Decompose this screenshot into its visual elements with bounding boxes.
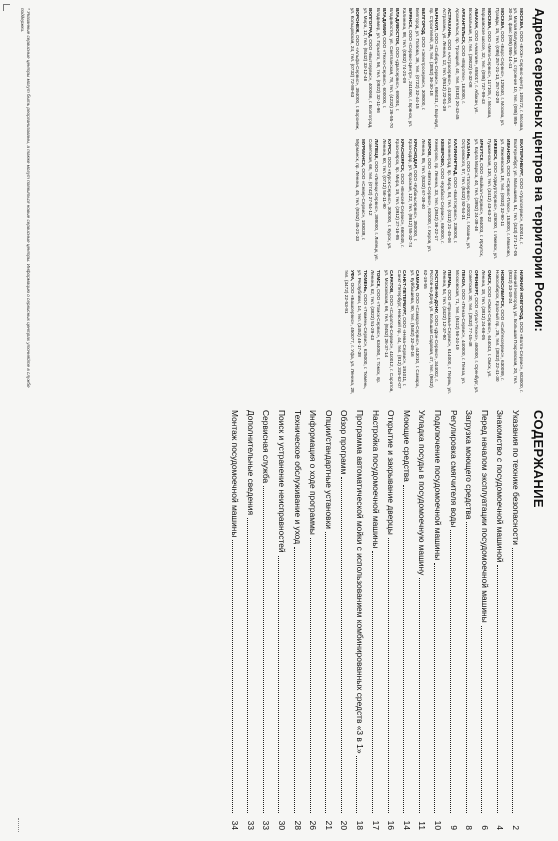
toc-item-page: 20 bbox=[339, 820, 350, 830]
toc-item bbox=[370, 410, 380, 830]
service-center-entry bbox=[355, 139, 366, 263]
toc-item-label: Загрузка моющего средства bbox=[464, 410, 475, 520]
service-center-details: ООО «Волга-Сервис», 603000, г. Нижний Новгород, ул. Большая Покровская, 20, тел. (8312) 33-18-24 bbox=[507, 270, 524, 393]
service-center-details: ООО «Вятка-Сервис», 610000, г. Киров, ул. Ленина, 85, тел. (8332) 67-38-40 bbox=[421, 139, 432, 253]
toc-leader-dots bbox=[419, 578, 420, 813]
service-center-entry bbox=[428, 8, 439, 132]
service-center-city: ВЛАДИМИР, bbox=[381, 8, 387, 36]
toc-leader-dots bbox=[450, 530, 451, 813]
service-center-city: КРАСНОДАР, bbox=[413, 139, 419, 169]
service-center-entry bbox=[349, 8, 360, 132]
toc-item-page: 8 bbox=[464, 825, 475, 830]
toc-leader-dots bbox=[403, 485, 404, 813]
service-center-details: ООО «Нева-Сервис», 191011, г. Санкт-Петербург, Невский пр., 44, тел. (812) 315-62-07 bbox=[396, 270, 408, 389]
service-center-city: ЕКАТЕРИНБУРГ, bbox=[519, 139, 524, 177]
toc-item-page: 18 bbox=[355, 820, 366, 830]
service-center-city: КАЛИНИНГРАД, bbox=[453, 139, 459, 176]
service-center-entry bbox=[407, 139, 418, 263]
toc-item bbox=[479, 410, 489, 830]
service-center-details: ООО «Пенза-Сервис», 440000, г. Пенза, ул. Московская, 71, тел. (8412) 56-24-19 bbox=[455, 270, 466, 385]
service-center-city: ТЮМЕНЬ, bbox=[362, 270, 368, 293]
toc-item-page: 6 bbox=[479, 825, 490, 830]
service-center-details: ООО «Мега-Сервис», 117105, г. Москва, Варшавское шоссе, 32, тел. (095) 737-99-43 bbox=[481, 8, 493, 119]
service-center-city: ИРКУТСК, bbox=[479, 139, 485, 162]
service-center-details: ООО «Кузбасс-Сервис», 650000, г. Кемерово, пр. Ленина, 33, тел. (3842) 36-22-17 bbox=[434, 139, 445, 244]
toc-leader-dots bbox=[372, 551, 373, 813]
service-center-entry bbox=[441, 8, 452, 132]
service-center-city: САМАРА, bbox=[415, 270, 421, 292]
toc-item-label: Знакомство с посудомоечной машиной bbox=[495, 410, 506, 563]
service-center-details: ООО «Балтсервис», 236000, г. Калининград, пр. Мира, 84, тел. (0112) 21-45-06 bbox=[447, 139, 459, 244]
service-center-details: ООО «Север-Сервис», 183038, г. Мурманск, пр. Ленина, 45, тел. (8152) 45-21-33 bbox=[355, 139, 366, 242]
service-center-city: ОМСК, bbox=[487, 270, 493, 286]
toc-item-label: Программа автоматической мойки с использованием комбинированных средств «3 в 1» bbox=[355, 410, 366, 754]
toc-item-label: Регулировка смягчителя воды bbox=[448, 410, 459, 528]
service-center-details: ООО «Уралсервис», 620014, г. Екатеринбург, ул. Малышева, 51, тел. (343) 371-17-05 bbox=[513, 139, 524, 257]
service-center-entry bbox=[357, 270, 368, 394]
service-center-entry bbox=[460, 139, 471, 263]
service-center-entry bbox=[343, 270, 354, 394]
service-center-city: КИРОВ, bbox=[426, 139, 432, 157]
toc-leader-dots bbox=[466, 522, 467, 813]
service-center-city: РОСТОВ-НА-ДОНУ, bbox=[434, 270, 440, 314]
service-center-city: АСТРАХАНЬ, bbox=[447, 8, 453, 39]
service-center-city: ИВАНОВО, bbox=[505, 139, 511, 165]
toc-item-page: 17 bbox=[370, 820, 381, 830]
service-center-entry bbox=[454, 270, 465, 394]
service-center-entry bbox=[394, 139, 405, 263]
service-center-city: ВОЛГОГРАД, bbox=[368, 8, 374, 38]
service-center-details: ООО «ЕХЭ» Сервис-центр, 109172, г. Москва, ул. Малая Калужская, 15, строение 10, тел. (095) 955-30-19, факс (095) 955-14-41 bbox=[507, 8, 524, 132]
toc-item-label: Настройка посудомоечной машины bbox=[370, 410, 381, 549]
service-center-details: ООО «Альфа-Сервис», 394000, г. Воронеж, ул. Кольцовская, 24, тел. (0732) 72-89-63 bbox=[349, 8, 361, 130]
service-center-city: АРХАНГЕЛЬСК, bbox=[460, 8, 466, 45]
toc-item-label: Информация о ходе программы bbox=[308, 410, 319, 535]
toc-leader-dots bbox=[481, 626, 482, 813]
toc-leader-dots bbox=[434, 563, 435, 813]
service-center-entry bbox=[402, 8, 413, 132]
service-center-entry bbox=[481, 270, 492, 394]
service-center-entry bbox=[389, 8, 400, 132]
toc-item-label: Сервисная служба bbox=[261, 410, 272, 484]
service-center-city: КАЗАНЬ, bbox=[466, 139, 472, 160]
toc-item-page: 28 bbox=[292, 820, 303, 830]
service-center-details: ООО «Омск-Сервис», 644043, г. Омск, ул. Ленина, 18, тел. (3812) 24-66-05 bbox=[481, 270, 493, 378]
toc-item bbox=[495, 410, 505, 830]
service-center-city: БЕЛГОРОД, bbox=[421, 8, 427, 36]
toc-item-label: Подключение посудомоечной машины bbox=[433, 410, 444, 561]
service-center-details: ООО «Курск-Сервис», 305000, г. Курск, ул. Ленина, 60, тел. (0712) 56-11-90 bbox=[381, 139, 393, 250]
service-centers-column bbox=[24, 139, 524, 263]
toc-item-label: Техническое обслуживание и уход bbox=[292, 410, 303, 545]
service-center-entry bbox=[381, 139, 392, 263]
service-center-details: ООО «Дон-Сервис», 344002, г. Ростов-на-Дону, ул. Большая Садовая, 47, тел. (8632) 62-19-55 bbox=[423, 270, 440, 388]
service-center-city: ТОМСК, bbox=[375, 270, 381, 288]
service-center-city: БРЯНСК, bbox=[407, 8, 413, 29]
service-center-details: ООО «Барс-Сервис», 125040, г. Москва, ул. Правды, 15, тел. (095) 257-21-13, 257-32-29 bbox=[494, 8, 506, 127]
service-center-city: МОСКВА, bbox=[519, 8, 524, 30]
service-center-entry bbox=[507, 270, 524, 394]
toc-item-page: 33 bbox=[261, 820, 272, 830]
toc-item-page: 4 bbox=[495, 825, 506, 830]
service-center-city: ПЕНЗА, bbox=[460, 270, 466, 288]
toc-item-page: 33 bbox=[245, 820, 256, 830]
service-center-details: ООО «Кубаньсервис», 350000, г. Краснодар, ул. Красная, 122, тел. (8612) 55-32-74 bbox=[407, 139, 419, 248]
toc-leader-dots bbox=[247, 518, 248, 813]
toc-item bbox=[417, 410, 427, 830]
service-center-city: КЕМЕРОВО, bbox=[439, 139, 445, 167]
service-center-city: ИЖЕВСК, bbox=[492, 139, 498, 161]
toc-leader-dots bbox=[497, 565, 498, 813]
toc-item bbox=[432, 410, 442, 830]
toc-leader-dots bbox=[232, 540, 233, 813]
service-center-details: ООО «Липецк-Сервис», 398000, г. Липецк, ул. Советская, 66, тел. (0742) 27-54-12 bbox=[368, 139, 379, 261]
toc-item-page: 21 bbox=[323, 820, 334, 830]
service-center-entry bbox=[454, 8, 465, 132]
service-center-entry bbox=[421, 139, 432, 263]
service-center-city: ОРЕНБУРГ, bbox=[473, 270, 479, 297]
service-center-city: ЛИПЕЦК, bbox=[373, 139, 379, 160]
toc-leader-dots bbox=[325, 532, 326, 813]
service-center-entry bbox=[468, 270, 479, 394]
service-center-entry bbox=[486, 139, 497, 263]
service-center-details: ООО «Удмуртсервис», 426000, г. Ижевск, ул. Пушкинская, 130, тел. (3412) 43-63-22 bbox=[487, 139, 498, 260]
toc-leader-dots bbox=[294, 547, 295, 813]
toc-item-label: Обзор программ bbox=[339, 410, 350, 475]
toc-item-page: 14 bbox=[401, 820, 412, 830]
service-center-entry bbox=[441, 270, 452, 394]
toc-item bbox=[230, 410, 240, 830]
service-center-entry bbox=[500, 139, 511, 263]
service-center-entry bbox=[494, 270, 505, 394]
toc-item-label: Открытие и закрывание дверцы bbox=[386, 410, 397, 535]
service-center-city: АБАКАН, bbox=[473, 8, 479, 29]
toc-item-page: 2 bbox=[511, 825, 521, 830]
service-center-details: ООО «Татсервис», 420021, г. Казань, ул. Островского, 57, тел. (8432) 92-54-31 bbox=[460, 139, 472, 250]
service-center-entry bbox=[415, 8, 426, 132]
toc-list bbox=[230, 410, 520, 830]
service-center-entry bbox=[507, 8, 524, 132]
service-center-details: ООО «Сервис-Центр», 241050, г. Брянск, ул. Калинина, 98, тел. (0832) 74-21-09 bbox=[402, 8, 413, 128]
toc-leader-dots bbox=[279, 556, 280, 813]
service-center-city: НОВОСИБИРСК, bbox=[500, 270, 506, 308]
service-centers-title: Адреса сервисных центров на территории России: bbox=[532, 8, 546, 332]
service-center-entry bbox=[375, 8, 386, 132]
service-centers-column bbox=[24, 8, 524, 132]
toc-item-page: 30 bbox=[277, 820, 288, 830]
toc-item-label: Опции/стандартные установки bbox=[323, 410, 334, 529]
toc-item-page: 34 bbox=[230, 820, 241, 830]
service-center-entry bbox=[434, 139, 445, 263]
service-center-details: ООО «Астрасервис», 414000, г. Астрахань, ул. Ленина, 12, тел. (8512) 22-51-39 bbox=[441, 8, 453, 111]
toc-item-page: 16 bbox=[386, 820, 397, 830]
toc-item-page: 26 bbox=[308, 820, 319, 830]
service-center-entry bbox=[481, 8, 492, 132]
service-center-entry bbox=[370, 270, 381, 394]
toc-item-page: 9 bbox=[448, 825, 459, 830]
service-center-details: ООО «Техно-Сервис», 600000, г. Владимир, ул. Горького, 56, тел. (0922) 32-11-96 bbox=[375, 8, 387, 113]
service-center-city: НИЖНИЙ НОВГОРОД, bbox=[519, 270, 524, 321]
toc-item bbox=[448, 410, 458, 830]
service-center-details: ООО «Енисей-Сервис», 660049, г. Красноярск, пр. Мира, 19, тел. (3912) 27-16-85 bbox=[394, 139, 406, 248]
toc-item-label: Перед началом эксплуатации посудомоечной машины bbox=[479, 410, 490, 623]
footnote: * Указанные сервисные центры могут быть реорганизованы, а также могут появиться новые сервисные центры. Информацию о сервисных центрах уточняйте в службе поддержки. bbox=[20, 8, 31, 388]
toc-leader-dots bbox=[512, 548, 513, 813]
service-center-entry bbox=[473, 139, 484, 263]
toc-item bbox=[277, 410, 287, 830]
toc-leader-dots bbox=[310, 538, 311, 813]
service-center-city: КРАСНОЯРСК, bbox=[400, 139, 406, 173]
toc-item bbox=[510, 410, 520, 830]
toc-leader-dots bbox=[263, 486, 264, 813]
service-center-details: ООО «Электросервис», 308000, г. Белгород, ул. Попова, 36, тел. (0722) 32-44-15 bbox=[415, 8, 427, 111]
toc-item-page: 10 bbox=[433, 820, 444, 830]
service-center-details: ООО «Амалия», 655017, г. Абакан, ул. Вокзальная, 10, тел. (39022) 6-32-08 bbox=[468, 8, 479, 114]
service-centers-section bbox=[6, 8, 546, 394]
service-center-entry bbox=[383, 270, 394, 394]
toc-item bbox=[323, 410, 333, 830]
service-center-entry bbox=[513, 139, 524, 263]
service-center-city: БАРНАУЛ, bbox=[434, 8, 440, 32]
page-edge-dots bbox=[18, 818, 21, 832]
table-of-contents bbox=[26, 410, 546, 830]
service-center-details: ООО «Прикамье-Сервис», 614000, г. Пермь, ул. Ленина, 54, тел. (3422) 12-37-80 bbox=[441, 270, 453, 394]
toc-leader-dots bbox=[356, 756, 357, 813]
service-center-details: ООО «Тюмень-Сервис», 625000, г. Тюмень, ул. Республики, 14, тел. (3452) 46-17-38 bbox=[357, 270, 368, 390]
service-center-city: ПЕРМЬ, bbox=[447, 270, 453, 289]
toc-item-page: 11 bbox=[417, 821, 428, 830]
toc-item bbox=[261, 410, 271, 830]
toc-item bbox=[308, 410, 318, 830]
toc-item-label: Укладка посуды в посудомоечную машину bbox=[417, 410, 428, 576]
service-center-city: УФА, bbox=[349, 270, 355, 282]
toc-leader-dots bbox=[388, 538, 389, 813]
crop-mark bbox=[3, 4, 10, 11]
service-center-details: ООО «Сибтехсервис», 630099, г. Новосибирск, Красный пр., 25, тел. (3832) 22-41-30 bbox=[494, 270, 506, 382]
service-center-details: ООО «Сибирь-Сервис», 656031, г. Барнаул, пр. Строителей, 25, тел. (3852) 36-30-18 bbox=[428, 8, 440, 129]
service-centers-column bbox=[24, 270, 524, 394]
service-center-city: КУРСК, bbox=[387, 139, 393, 156]
toc-item bbox=[464, 410, 474, 830]
toc-item-label: Указания по технике безопасности bbox=[511, 410, 521, 545]
toc-item-label: Моющие средства bbox=[401, 410, 412, 482]
service-center-entry bbox=[447, 139, 458, 263]
toc-item bbox=[245, 410, 255, 830]
service-center-entry bbox=[362, 8, 373, 132]
service-center-entry bbox=[494, 8, 505, 132]
service-centers-columns bbox=[24, 8, 524, 394]
service-center-details: ООО «Далсервис», 690091, г. Владивосток, ул. Светланская, 78, тел. (4232) 26-55-70 bbox=[389, 8, 400, 128]
service-center-city: МОСКВА, bbox=[500, 8, 506, 30]
toc-item bbox=[339, 410, 349, 830]
toc-title: СОДЕРЖАНИЕ bbox=[531, 410, 546, 508]
toc-item bbox=[354, 410, 364, 830]
service-center-city: ВОРОНЕЖ, bbox=[355, 8, 361, 34]
toc-item-label: Поиск и устранение неисправностей bbox=[277, 410, 288, 553]
service-center-details: ООО «Евротех», 163000, г. Архангельск, пр. Троицкий, 40, тел. (8182) 20-43-45 bbox=[455, 8, 466, 120]
service-center-city: ВЛАДИВОСТОК, bbox=[394, 8, 400, 46]
service-center-details: ООО «Бытсервис», 400066, г. Волгоград, ул. Мира, 12, тел. (8442) 33-12-46 bbox=[362, 8, 374, 129]
toc-item bbox=[386, 410, 396, 830]
service-center-city: МОСКВА, bbox=[487, 8, 493, 30]
service-center-entry bbox=[396, 270, 407, 394]
service-center-entry bbox=[423, 270, 440, 394]
service-center-entry bbox=[409, 270, 420, 394]
service-center-details: ООО «Томск-Сервис», 634050, г. Томск, пр. Ленина, 62, тел. (3822) 51-29-43 bbox=[370, 270, 381, 384]
service-center-entry bbox=[468, 8, 479, 132]
service-center-city: САНКТ-ПЕТЕРБУРГ, bbox=[402, 270, 408, 316]
service-center-details: ООО «Башсервис», 450077, г. Уфа, ул. Ленина, 28, тел. (3472) 22-53-91 bbox=[343, 270, 355, 394]
service-center-entry bbox=[368, 139, 379, 263]
service-center-details: ООО «Сервис-Плюс», 153000, г. Иваново, ул. Лежневская, 18, тел. (0932) 32-90-11 bbox=[500, 139, 511, 258]
toc-item bbox=[292, 410, 302, 830]
toc-item-label: Монтаж посудомоечной машины bbox=[230, 410, 241, 538]
toc-leader-dots bbox=[341, 477, 342, 813]
service-center-details: ООО «Байкал-Сервис», 664003, г. Иркутск, ул. Карла Маркса, 40, тел. (3952) 24-38-46 bbox=[473, 139, 485, 257]
service-center-details: ООО «Самара-Сервис», 443010, г. Самара, ул. Куйбышева, 90, тел. (8462) 32-48-16 bbox=[409, 270, 421, 388]
service-center-city: МУРМАНСК, bbox=[360, 139, 366, 168]
service-center-details: ООО «Саратов-Сервис», 410012, г. Саратов, ул. Московская, 66, тел. (8452) 26-37-14 bbox=[383, 270, 395, 393]
toc-item-label: Дополнительные сведения bbox=[245, 410, 256, 516]
service-center-details: ООО «Урал-Техно», 460000, г. Оренбург, ул. Советская, 30, тел. (3532) 77-15-48 bbox=[468, 270, 479, 394]
service-center-city: САРАТОВ, bbox=[389, 270, 395, 294]
toc-item bbox=[401, 410, 411, 830]
